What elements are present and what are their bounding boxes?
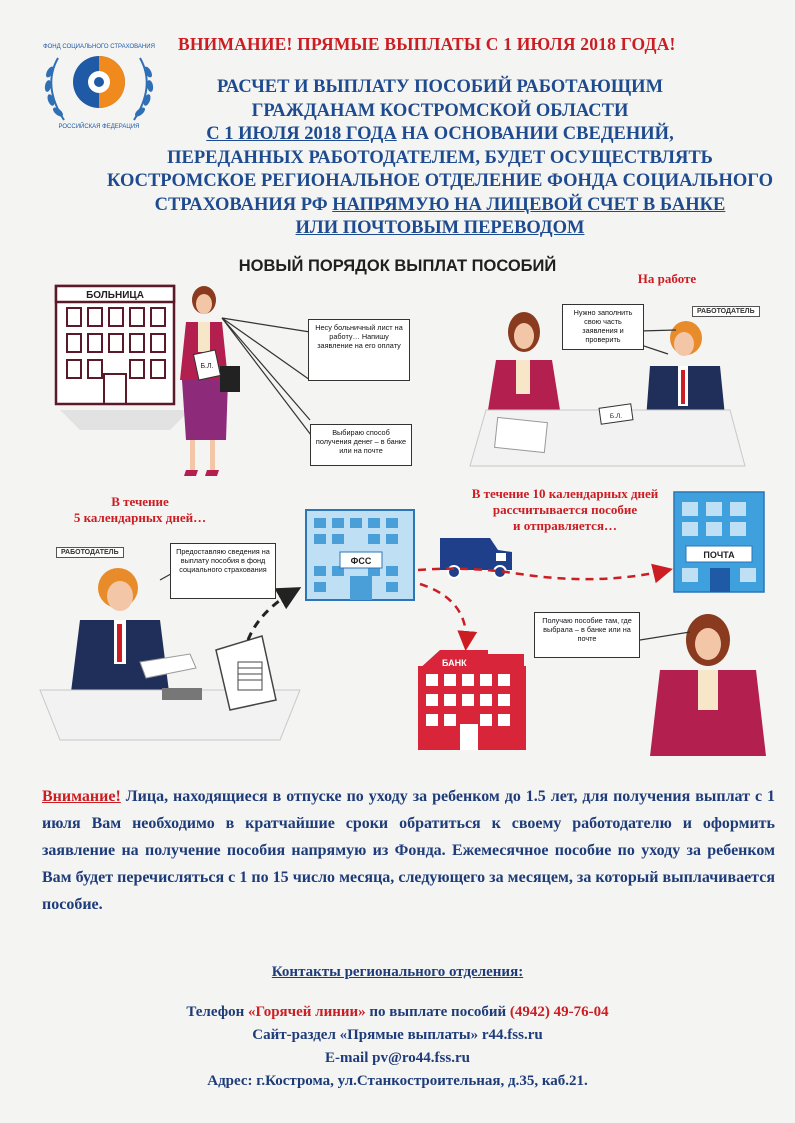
callout-sick-note: Несу больничный лист на работу… Напишу заявление на его оплату [308,319,410,381]
sick-note-label: Б.Л. [200,363,214,370]
caption-within-5-days: В течение 5 календарных дней… [73,494,207,525]
lead-paragraph: РАСЧЕТ И ВЫПЛАТУ ПОСОБИЙ РАБОТАЮЩИМ ГРАЖДАНАМ КОСТРОМСКОЙ ОБЛАСТИ С 1 ИЮЛЯ 2018 ГОДА НА ОСНОВАНИИ СВЕДЕНИЙ, ПЕРЕДАННЫХ РАБОТОДАТЕЛЕМ, БУДЕТ ОСУЩЕСТВЛЯТЬ КОСТРОМСКОЕ РЕГИОНАЛЬНОЕ ОТДЕЛЕНИЕ ФОНДА СОЦИАЛЬНОГО СТРАХОВАНИЯ РФ НАПРЯМУЮ НА ЛИЦЕВОЙ СЧЕТ В БАНКЕ ИЛИ ПОЧТОВЫМ ПЕРЕВОДОМ [107,77,773,238]
site-link[interactable]: Сайт-раздел «Прямые выплаты» r44.fss.ru [252,1027,543,1043]
email-link[interactable]: E-mail pv@ro44.fss.ru [325,1050,470,1066]
employee-woman-figure [488,312,560,410]
contacts-block [0,964,795,1093]
alert-headline: ВНИМАНИЕ! ПРЯМЫЕ ВЫПЛАТЫ С 1 ИЮЛЯ 2018 ГОДА! [178,34,676,54]
hospital-building-icon [56,286,190,430]
caption-within-10-days: В течение 10 календарных дней рассчитывается пособие и отправляется… [471,486,659,533]
contacts-heading: Контакты регионального отделения: [271,964,524,980]
callout-receive-benefit: Получаю пособие там, где выбрала – в банке или на почте [534,612,640,658]
callout-fill-application: Нужно заполнить свою часть заявления и проверить [562,304,644,350]
sick-note-desk-label: Б.Л. [609,413,623,420]
emblem-arc-text: ФОНД СОЦИАЛЬНОГО СТРАХОВАНИЯ [43,44,155,50]
post-office-building-icon [674,492,764,592]
scheme-title: НОВЫЙ ПОРЯДОК ВЫПЛАТ ПОСОБИЙ [238,257,557,275]
caption-at-work: На работе [637,271,697,286]
notice-text: Лица, находящиеся в отпуске по уходу за ребенком до 1.5 лет, для получения выплат с 1 июля Вам необходимо в кратчайшие сроки обратиться к своему работодателю и оформить заявление на получение пособия напрямую из Фонда. Ежемесячное пособие по уходу за ребенком Вам будет перечисляться с 1 по 15 число месяца, следующего за месяцем, за который выплачивается пособие. [42,788,775,913]
employer-tag-2: РАБОТОДАТЕЛЬ [56,547,124,558]
callout-choose-method: Выбираю способ получения денег – в банке или на почте [310,424,412,466]
emblem-bottom-text: РОССИЙСКАЯ ФЕДЕРАЦИЯ [58,124,140,130]
truck-icon [440,538,512,578]
address-line: Адрес: г.Кострома, ул.Станкостроительная, д.35, каб.21. [207,1073,588,1089]
fss-label: ФСС [350,556,372,566]
woman-with-sick-note-figure [180,286,240,476]
post-label: ПОЧТА [703,550,735,560]
fss-building-icon [306,510,414,600]
hospital-label: БОЛЬНИЦА [86,290,144,301]
hotline-phone-line: Телефон «Горячей линии» по выплате пособий (4942) 49-76-04 [186,1004,609,1020]
notice-paragraph [42,783,775,918]
callout-submit-to-fund: Предоставляю сведения на выплату пособия в фонд социального страхования [170,543,276,599]
bank-building-icon [418,650,526,750]
employer-tag-1: РАБОТОДАТЕЛЬ [692,306,760,317]
bank-label: БАНК [442,658,467,668]
notice-warning-label: Внимание! [42,788,121,805]
